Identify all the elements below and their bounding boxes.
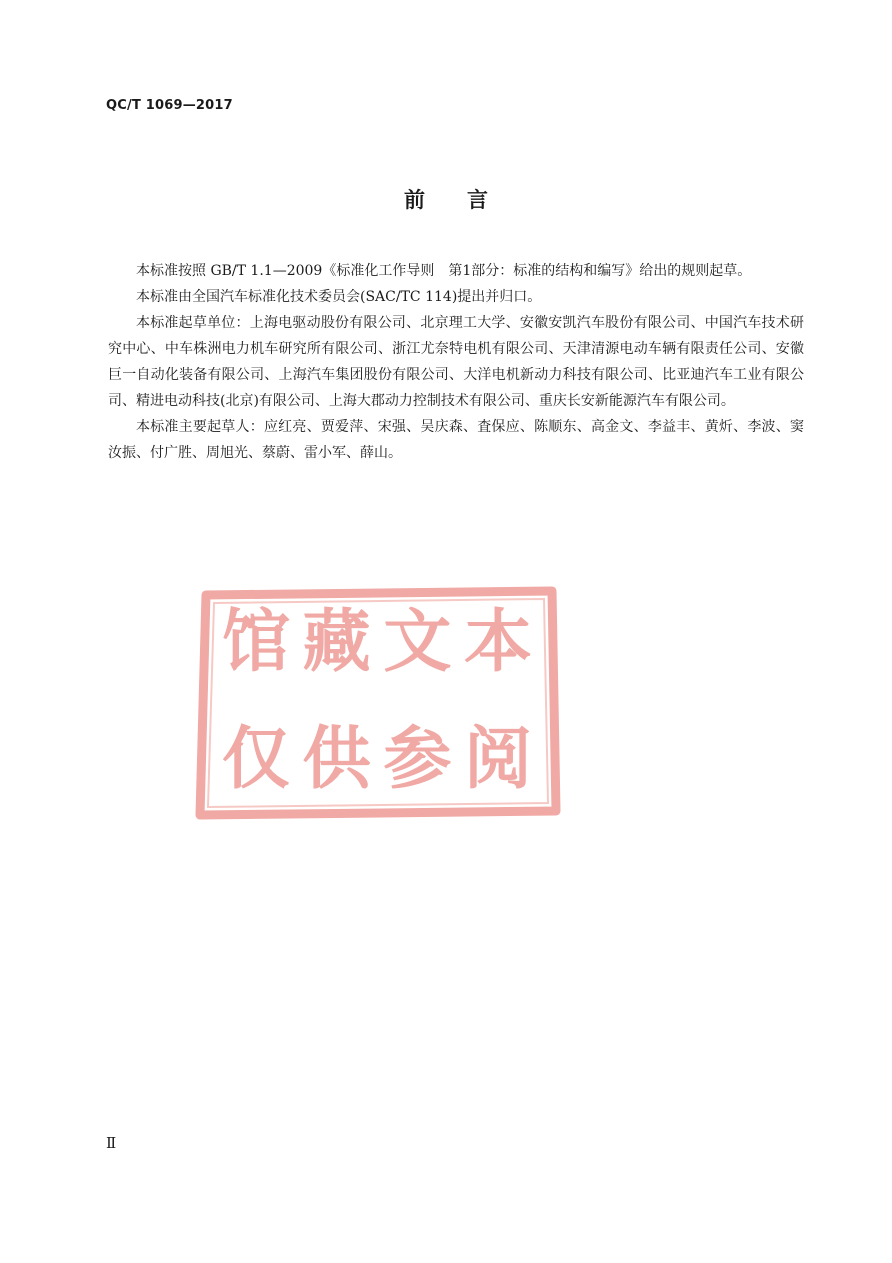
paragraph-proposer: 本标准由全国汽车标准化技术委员会(SAC/TC 114)提出并归口。 <box>136 289 542 305</box>
stamp-char: 馆 <box>222 603 291 682</box>
stamp-line-2 <box>222 720 532 800</box>
body-text <box>108 258 804 466</box>
stamp-char: 本 <box>463 603 532 682</box>
stamp-char: 文 <box>383 603 452 682</box>
stamp-line-1 <box>222 603 532 683</box>
stamp-char: 参 <box>383 720 452 799</box>
stamp-char: 藏 <box>302 603 371 682</box>
stamp-char: 供 <box>302 720 371 799</box>
paragraph-drafting-units: 本标准起草单位：上海电驱动股份有限公司、北京理工大学、安徽安凯汽车股份有限公司、中国汽车技术研究中心、中车株洲电力机车研究所有限公司、浙江尤奈特电机有限公司、天津清源电动车辆有限责任公司、安徽巨一自动化装备有限公司、上海汽车集团股份有限公司、大洋电机新动力科技有限公司、比亚迪汽车工业有限公司、精进电动科技(北京)有限公司、上海大郡动力控制技术有限公司、重庆长安新能源汽车有限公司。 <box>108 315 804 409</box>
page-number: Ⅱ <box>106 1134 117 1152</box>
stamp-char: 阅 <box>463 720 532 799</box>
document-code: QC/T 1069—2017 <box>106 98 233 113</box>
paragraph-drafting-rules: 本标准按照 GB/T 1.1—2009《标准化工作导则 第1部分：标准的结构和编写》给出的规则起草。 <box>136 263 752 279</box>
watermark-stamp <box>192 585 562 821</box>
page-title: 前言 <box>404 188 530 212</box>
paragraph-drafters: 本标准主要起草人：应红亮、贾爱萍、宋强、吴庆森、査保应、陈顺东、高金文、李益丰、黄炘、李波、窦汝振、付广胜、周旭光、蔡蔚、雷小军、薛山。 <box>108 419 804 461</box>
stamp-char: 仅 <box>222 720 291 799</box>
